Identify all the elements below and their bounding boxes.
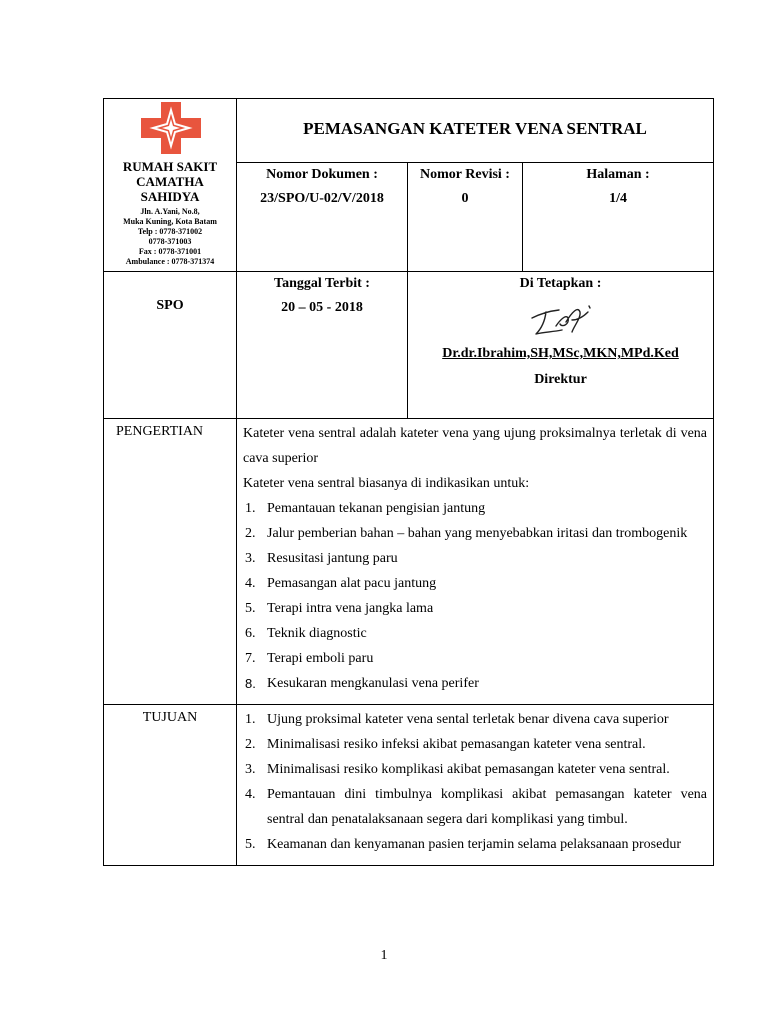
list-text: Terapi intra vena jangka lama — [267, 601, 434, 616]
address-line: 0778-371003 — [148, 237, 192, 246]
doc-number-cell — [237, 162, 408, 271]
list-item — [243, 546, 707, 571]
revision-label: Nomor Revisi : — [420, 166, 510, 182]
issued-date: 20 – 05 - 2018 — [281, 300, 363, 315]
list-text: Ujung proksimal kateter vena sental terletak benar divena cava superior — [267, 712, 669, 727]
list-text: Pemantauan dini timbulnya komplikasi akibat pemasangan kateter vena sentral dan penatalaksanaan segera dari komplikasi yang timbul. — [267, 787, 708, 827]
list-number: 5. — [245, 837, 256, 852]
list-number: 7. — [245, 651, 256, 666]
address-line: Jln. A.Yani, No.8, — [140, 207, 200, 216]
list-text: Pemantauan tekanan pengisian jantung — [267, 501, 486, 516]
issued-cell — [237, 272, 408, 419]
list-item — [243, 646, 707, 671]
list-number: 2. — [245, 526, 256, 541]
list-number: 1. — [245, 501, 256, 516]
list-text: Resusitasi jantung paru — [267, 551, 398, 566]
section-label-pengertian: PENGERTIAN — [104, 419, 237, 705]
address-line: Ambulance : 0778-371374 — [125, 257, 215, 266]
list-item — [243, 757, 707, 782]
issued-label: Tanggal Terbit : — [274, 276, 370, 291]
list-number: 2. — [245, 737, 256, 752]
page-number: 1 — [380, 948, 388, 963]
list-item — [243, 707, 707, 732]
list-number: 3. — [245, 551, 256, 566]
approval-label: Di Tetapkan : — [519, 276, 602, 291]
page-label: Halaman : — [586, 166, 650, 182]
list-item — [243, 832, 707, 857]
list-number: 1. — [245, 712, 256, 727]
indication-list — [243, 496, 707, 696]
address-line: Fax : 0778-371001 — [138, 247, 202, 256]
list-item — [243, 596, 707, 621]
list-item — [243, 521, 707, 546]
section-label-tujuan: TUJUAN — [104, 705, 237, 866]
list-text: Minimalisasi resiko infeksi akibat pemasangan kateter vena sentral. — [267, 737, 646, 752]
list-text: Minimalisasi resiko komplikasi akibat pemasangan kateter vena sentral. — [267, 762, 670, 777]
list-item — [243, 496, 707, 521]
signature — [408, 298, 713, 344]
paragraph: Kateter vena sentral biasanya di indikasikan untuk: — [243, 476, 530, 491]
address-line: Telp : 0778-371002 — [137, 227, 203, 236]
list-number: 4. — [245, 787, 256, 802]
spo-document-table — [103, 98, 714, 866]
doc-number-label: Nomor Dokumen : — [266, 166, 378, 182]
list-text: Terapi emboli paru — [267, 651, 374, 666]
section-body-pengertian — [237, 419, 714, 705]
list-text: Kesukaran mengkanulasi vena perifer — [267, 676, 479, 691]
list-number: 8. — [245, 676, 256, 691]
list-item — [243, 782, 707, 832]
objective-list — [243, 707, 707, 857]
section-body-tujuan — [237, 705, 714, 866]
revision-cell — [408, 162, 523, 271]
list-item — [243, 732, 707, 757]
list-item — [243, 621, 707, 646]
address-line: Muka Kuning, Kota Batam — [123, 217, 217, 226]
document-title: PEMASANGAN KATETER VENA SENTRAL — [237, 99, 714, 163]
hospital-address — [104, 207, 236, 271]
hospital-logo — [104, 99, 236, 155]
doc-number-value: 23/SPO/U-02/V/2018 — [260, 190, 384, 206]
list-item — [243, 671, 707, 696]
red-cross-star-icon — [141, 102, 201, 154]
list-text: Pemasangan alat pacu jantung — [267, 576, 437, 591]
list-text: Teknik diagnostic — [267, 626, 367, 641]
hospital-identity-cell — [104, 99, 237, 272]
approver-name: Dr.dr.Ibrahim,SH,MSc,MKN,MPd.Ked — [442, 346, 679, 361]
list-number: 4. — [245, 576, 256, 591]
page-value: 1/4 — [609, 190, 627, 206]
hospital-name: RUMAH SAKIT CAMATHA SAHIDYA — [122, 159, 218, 204]
list-number: 6. — [245, 626, 256, 641]
list-number: 3. — [245, 762, 256, 777]
signature-icon — [526, 298, 596, 344]
approver-role: Direktur — [534, 372, 587, 387]
approval-cell — [408, 272, 714, 419]
list-number: 5. — [245, 601, 256, 616]
list-item — [243, 571, 707, 596]
spo-type-label: SPO — [104, 272, 237, 419]
paragraph: Kateter vena sentral adalah kateter vena yang ujung proksimalnya terletak di vena cava superior — [243, 426, 708, 466]
revision-value: 0 — [461, 190, 469, 206]
list-text: Jalur pemberian bahan – bahan yang menyebabkan iritasi dan trombogenik — [267, 526, 688, 541]
page-cell — [523, 162, 714, 271]
list-text: Keamanan dan kenyamanan pasien terjamin selama pelaksanaan prosedur — [267, 837, 681, 852]
